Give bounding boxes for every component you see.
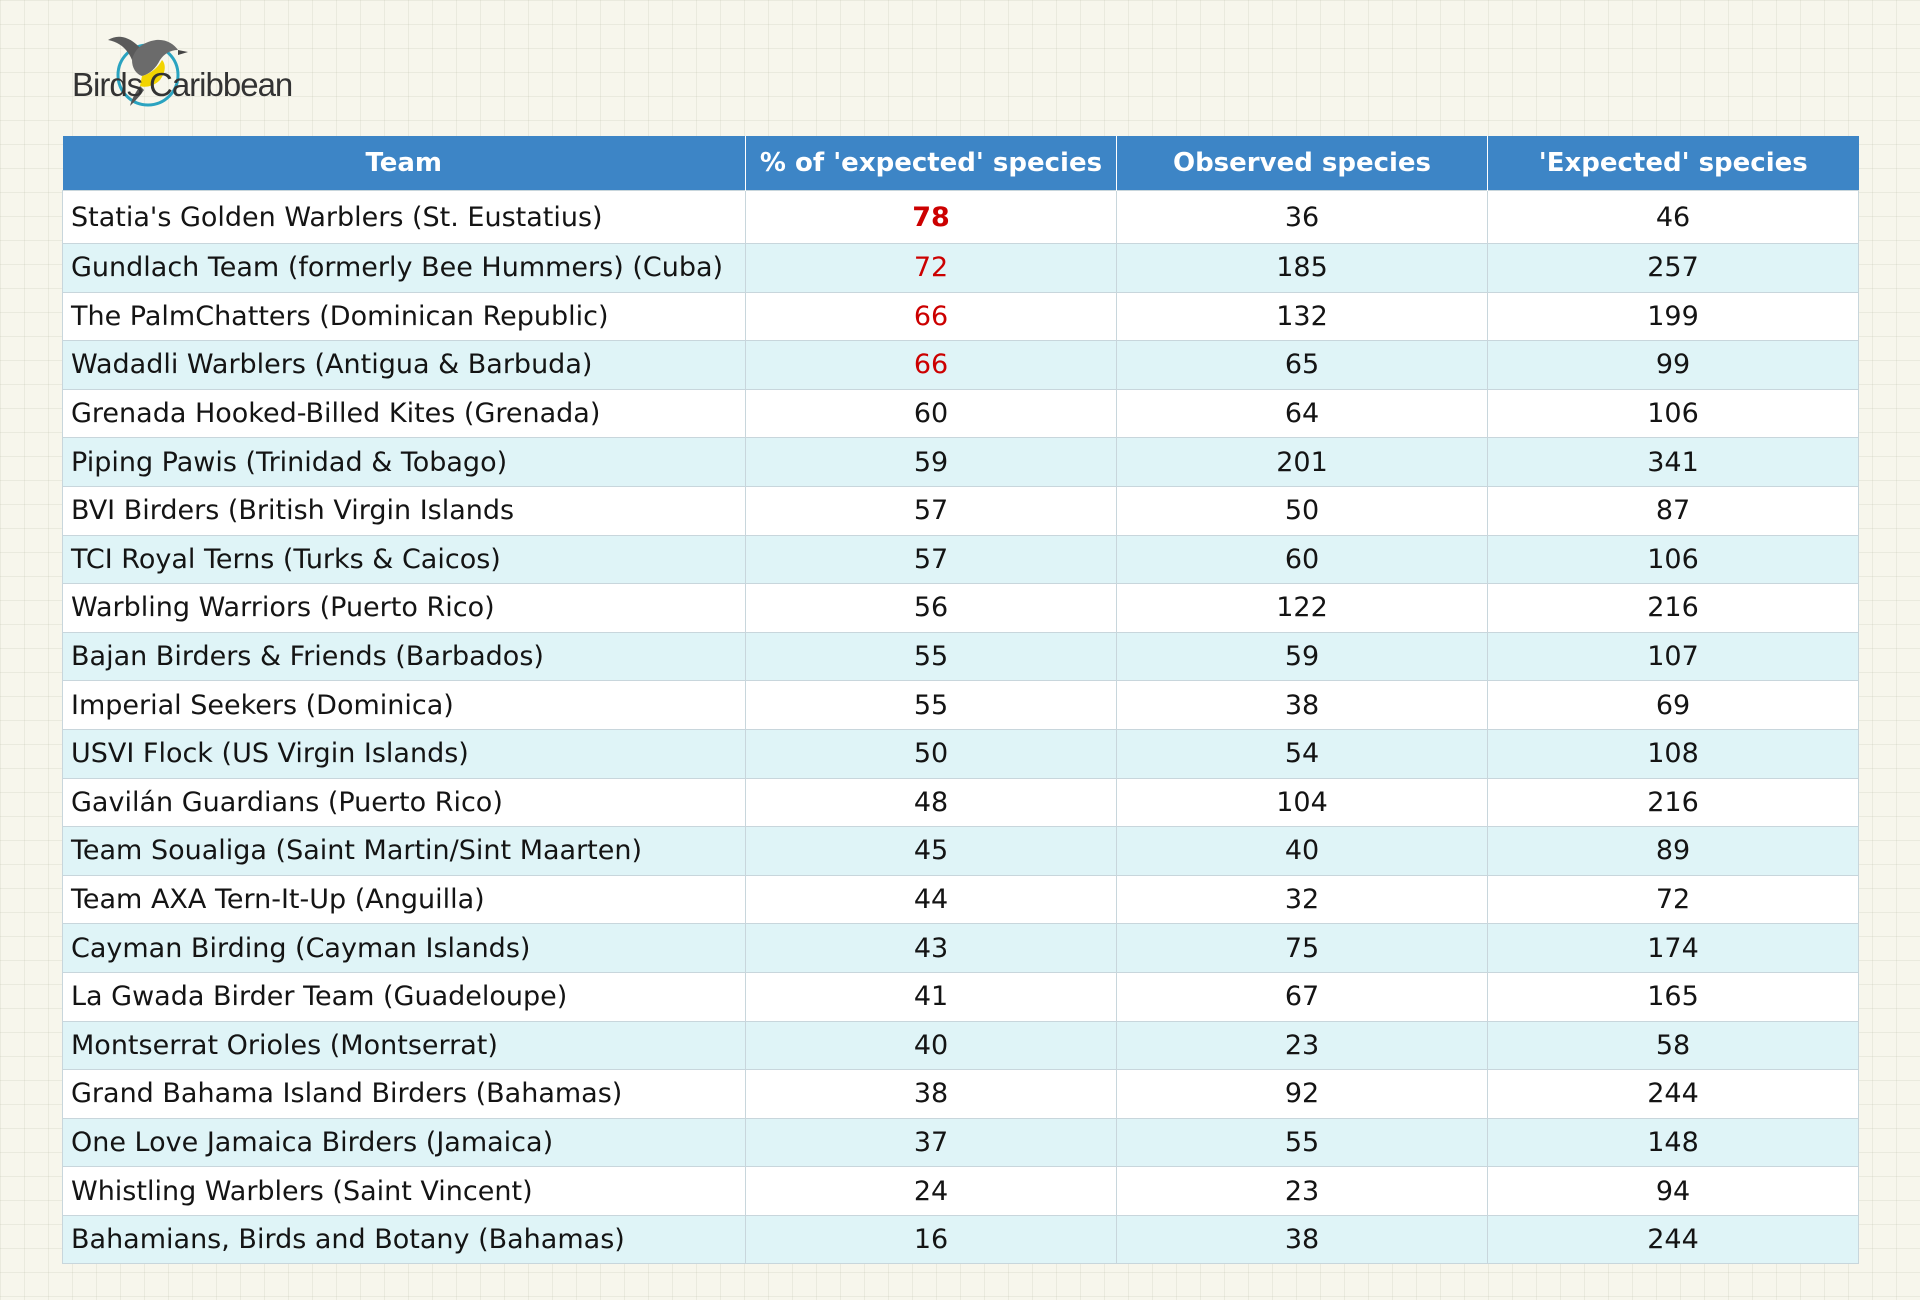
column-header-observed: Observed species <box>1117 136 1488 191</box>
column-header-team: Team <box>63 136 746 191</box>
team-name: Whistling Warblers (Saint Vincent) <box>63 1167 746 1216</box>
observed-count: 40 <box>1117 827 1488 876</box>
expected-count: 108 <box>1488 729 1859 778</box>
observed-count: 54 <box>1117 729 1488 778</box>
percent-expected: 44 <box>746 875 1117 924</box>
logo-text-birds: Birds <box>72 66 143 103</box>
percent-expected: 55 <box>746 681 1117 730</box>
observed-count: 67 <box>1117 972 1488 1021</box>
expected-count: 46 <box>1488 191 1859 244</box>
observed-count: 23 <box>1117 1167 1488 1216</box>
header-row <box>63 136 1859 191</box>
observed-count: 60 <box>1117 535 1488 584</box>
percent-expected: 50 <box>746 729 1117 778</box>
table-row <box>63 778 1859 827</box>
expected-count: 244 <box>1488 1070 1859 1119</box>
expected-count: 106 <box>1488 389 1859 438</box>
team-name: TCI Royal Terns (Turks & Caicos) <box>63 535 746 584</box>
expected-count: 99 <box>1488 341 1859 390</box>
percent-expected: 24 <box>746 1167 1117 1216</box>
team-name: Bajan Birders & Friends (Barbados) <box>63 632 746 681</box>
expected-count: 107 <box>1488 632 1859 681</box>
percent-expected: 57 <box>746 486 1117 535</box>
team-name: Team Soualiga (Saint Martin/Sint Maarten) <box>63 827 746 876</box>
table-row <box>63 389 1859 438</box>
percent-expected: 45 <box>746 827 1117 876</box>
logo-text-caribbean: Caribbean <box>149 66 293 103</box>
observed-count: 55 <box>1117 1118 1488 1167</box>
expected-count: 94 <box>1488 1167 1859 1216</box>
observed-count: 185 <box>1117 244 1488 293</box>
observed-count: 104 <box>1117 778 1488 827</box>
percent-expected: 40 <box>746 1021 1117 1070</box>
team-name: Grenada Hooked-Billed Kites (Grenada) <box>63 389 746 438</box>
table-row <box>63 924 1859 973</box>
expected-count: 72 <box>1488 875 1859 924</box>
observed-count: 38 <box>1117 681 1488 730</box>
observed-count: 122 <box>1117 584 1488 633</box>
observed-count: 201 <box>1117 438 1488 487</box>
team-results-table <box>62 136 1859 1264</box>
percent-expected: 37 <box>746 1118 1117 1167</box>
team-name: Grand Bahama Island Birders (Bahamas) <box>63 1070 746 1119</box>
observed-count: 64 <box>1117 389 1488 438</box>
observed-count: 75 <box>1117 924 1488 973</box>
percent-expected: 72 <box>746 244 1117 293</box>
expected-count: 148 <box>1488 1118 1859 1167</box>
team-name: Imperial Seekers (Dominica) <box>63 681 746 730</box>
observed-count: 32 <box>1117 875 1488 924</box>
table-row <box>63 1215 1859 1264</box>
column-header-percent-expected: % of 'expected' species <box>746 136 1117 191</box>
team-name: Warbling Warriors (Puerto Rico) <box>63 584 746 633</box>
team-name: Piping Pawis (Trinidad & Tobago) <box>63 438 746 487</box>
observed-count: 23 <box>1117 1021 1488 1070</box>
observed-count: 50 <box>1117 486 1488 535</box>
team-name: USVI Flock (US Virgin Islands) <box>63 729 746 778</box>
observed-count: 36 <box>1117 191 1488 244</box>
percent-expected: 48 <box>746 778 1117 827</box>
percent-expected: 57 <box>746 535 1117 584</box>
observed-count: 92 <box>1117 1070 1488 1119</box>
percent-expected: 59 <box>746 438 1117 487</box>
percent-expected: 66 <box>746 292 1117 341</box>
table-row <box>63 535 1859 584</box>
team-name: Wadadli Warblers (Antigua & Barbuda) <box>63 341 746 390</box>
table-row <box>63 292 1859 341</box>
percent-expected: 43 <box>746 924 1117 973</box>
team-name: One Love Jamaica Birders (Jamaica) <box>63 1118 746 1167</box>
expected-count: 244 <box>1488 1215 1859 1264</box>
table-row <box>63 1118 1859 1167</box>
percent-expected: 66 <box>746 341 1117 390</box>
expected-count: 58 <box>1488 1021 1859 1070</box>
team-name: Team AXA Tern-It-Up (Anguilla) <box>63 875 746 924</box>
expected-count: 87 <box>1488 486 1859 535</box>
observed-count: 132 <box>1117 292 1488 341</box>
column-header-expected: 'Expected' species <box>1488 136 1859 191</box>
expected-count: 257 <box>1488 244 1859 293</box>
table-row <box>63 191 1859 244</box>
team-name: Statia's Golden Warblers (St. Eustatius) <box>63 191 746 244</box>
percent-expected: 16 <box>746 1215 1117 1264</box>
table-row <box>63 244 1859 293</box>
percent-expected: 60 <box>746 389 1117 438</box>
expected-count: 199 <box>1488 292 1859 341</box>
birdscaribbean-logo <box>70 28 300 118</box>
table-row <box>63 584 1859 633</box>
team-name: Cayman Birding (Cayman Islands) <box>63 924 746 973</box>
team-name: Gavilán Guardians (Puerto Rico) <box>63 778 746 827</box>
table-row <box>63 827 1859 876</box>
percent-expected: 38 <box>746 1070 1117 1119</box>
percent-expected: 55 <box>746 632 1117 681</box>
expected-count: 89 <box>1488 827 1859 876</box>
table-row <box>63 1167 1859 1216</box>
team-name: La Gwada Birder Team (Guadeloupe) <box>63 972 746 1021</box>
observed-count: 65 <box>1117 341 1488 390</box>
expected-count: 216 <box>1488 584 1859 633</box>
observed-count: 59 <box>1117 632 1488 681</box>
percent-expected: 41 <box>746 972 1117 1021</box>
team-name: Montserrat Orioles (Montserrat) <box>63 1021 746 1070</box>
table-row <box>63 972 1859 1021</box>
observed-count: 38 <box>1117 1215 1488 1264</box>
table-row <box>63 1070 1859 1119</box>
percent-expected: 78 <box>746 191 1117 244</box>
expected-count: 216 <box>1488 778 1859 827</box>
table-row <box>63 729 1859 778</box>
table-row <box>63 1021 1859 1070</box>
expected-count: 341 <box>1488 438 1859 487</box>
expected-count: 106 <box>1488 535 1859 584</box>
percent-expected: 56 <box>746 584 1117 633</box>
table-row <box>63 681 1859 730</box>
team-name: Bahamians, Birds and Botany (Bahamas) <box>63 1215 746 1264</box>
team-name: Gundlach Team (formerly Bee Hummers) (Cuba) <box>63 244 746 293</box>
table-row <box>63 341 1859 390</box>
table-row <box>63 438 1859 487</box>
table-row <box>63 875 1859 924</box>
expected-count: 174 <box>1488 924 1859 973</box>
table-row <box>63 486 1859 535</box>
expected-count: 69 <box>1488 681 1859 730</box>
team-name: BVI Birders (British Virgin Islands <box>63 486 746 535</box>
table-row <box>63 632 1859 681</box>
team-name: The PalmChatters (Dominican Republic) <box>63 292 746 341</box>
expected-count: 165 <box>1488 972 1859 1021</box>
